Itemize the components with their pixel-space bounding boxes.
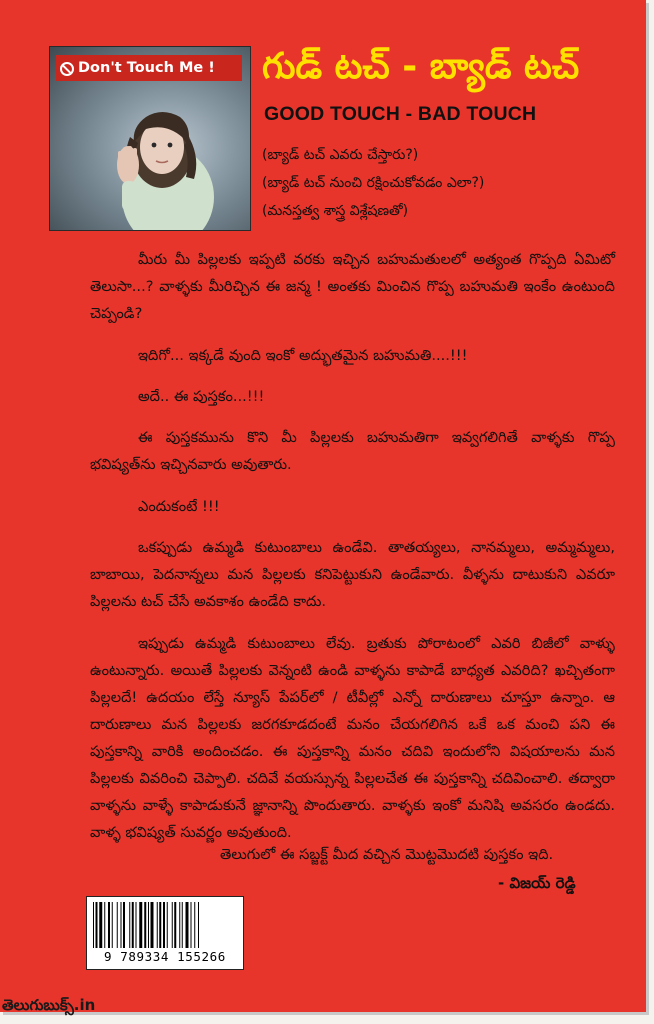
blurb-paragraph: ఒకప్పుడు ఉమ్మడి కుటుంబాలు ఉండేవి. తాతయ్యలు, నానమ్మలు, అమ్మమ్మలు, బాబాయి, పెదనాన్నలు మన పిల్లలకు కనిపెట్టుకుని ఉండేవారు. వీళ్ళను దాటుకుని ఎవరూ పిల్లలను టచ్ చేసే అవకాశం ఉండేది కాదు. [90, 539, 615, 610]
blurb-paragraph: ఇదిగో... ఇక్కడే వుంది ఇంకో అద్భుతమైన బహుమతి....!!! [138, 347, 468, 364]
blurb-paragraph: ఈ పుస్తకమును కొని మీ పిల్లలకు బహుమతిగా ఇవ్వగలిగితే వాళ్ళకు గొప్ప భవిష్యత్‌ను ఇచ్చినవారు అవుతారు. [90, 429, 615, 473]
blurb-paragraph: ఇప్పుడు ఉమ్మడి కుటుంబాలు లేవు. బ్రతుకు పోరాటంలో ఎవరి బిజీలో వాళ్ళు ఉంటున్నారు. అయితే పిల్లలకు వెన్నంటి ఉండి వాళ్ళను కాపాడే బాధ్యత ఎవరిది? ఖచ్చితంగా పిల్లలదే! ఉదయం లేస్తే న్యూస్ పేపర్‌లో / టీవీల్లో ఎన్నో దారుణాలు చూస్తూ ఉన్నాం. ఆ దారుణాలు మన పిల్లలకు జరగకూడదంటే మనం చేయగలిగిన ఒకే ఒక మంచి పని ఈ పుస్తకాన్ని వారికి అందించడం. ఈ పుస్తకాన్ని మనం చదివి ఇందులోని విషయాలను మన పిల్లలకు వివరించి చెప్పాలి. చదివే వయస్సున్న పిల్లలచేత ఈ పుస్తకాన్ని చదివించాలి. తద్వారా వాళ్ళను వాళ్ళే కాపాడుకునే జ్ఞానాన్ని పొందుతారు. వాళ్ళకు ఇంకో మనిషి అవసరం ఉండదు. వాళ్ళ భవిష్యత్ సువర్ణం అవుతుంది. [90, 635, 615, 841]
blurb-text [90, 246, 615, 861]
subtitle-1: (బ్యాడ్ టచ్ ఎవరు చేస్తారు?) [262, 147, 419, 163]
blurb-paragraph: అదే.. ఈ పుస్తకం...!!! [138, 388, 265, 405]
title-english: GOOD TOUCH - BAD TOUCH [264, 103, 537, 125]
barcode-bars [93, 902, 237, 948]
cover-photo-child [49, 46, 251, 231]
prohibited-icon [60, 62, 74, 76]
closing-line: తెలుగులో ఈ సబ్జక్ట్ మీద వచ్చిన మొట్టమొదటి పుస్తకం ఇది. [220, 846, 554, 863]
blurb-paragraph: ఎందుకంటే !!! [138, 498, 220, 515]
subtitle-2: (బ్యాడ్ టచ్ నుంచి రక్షించుకోవడం ఎలా?) [262, 175, 485, 191]
dont-touch-me-label [56, 55, 242, 81]
subtitle-3: (మనస్తత్వ శాస్త్ర విశ్లేషణతో) [262, 203, 409, 219]
site-watermark: తెలుగుబుక్స్.in [2, 996, 96, 1014]
isbn-barcode [86, 896, 244, 970]
isbn-number: 9 789334 155266 [104, 949, 226, 964]
blurb-paragraph: మీరు మీ పిల్లలకు ఇప్పటి వరకు ఇచ్చిన బహుమతులలో అత్యంత గొప్పది ఏమిటో తెలుసా...? వాళ్ళకు మీరిచ్చిన ఈ జన్మ ! అంతకు మించిన గొప్ప బహుమతి ఇంకేం ఉంటుంది చెప్పండి? [90, 251, 615, 322]
author-name: - విజయ్ రెడ్డి [498, 874, 576, 892]
photo-label-text: Don't Touch Me ! [78, 60, 215, 76]
title-telugu: గుడ్ టచ్ - బ్యాడ్ టచ్ [262, 46, 580, 87]
